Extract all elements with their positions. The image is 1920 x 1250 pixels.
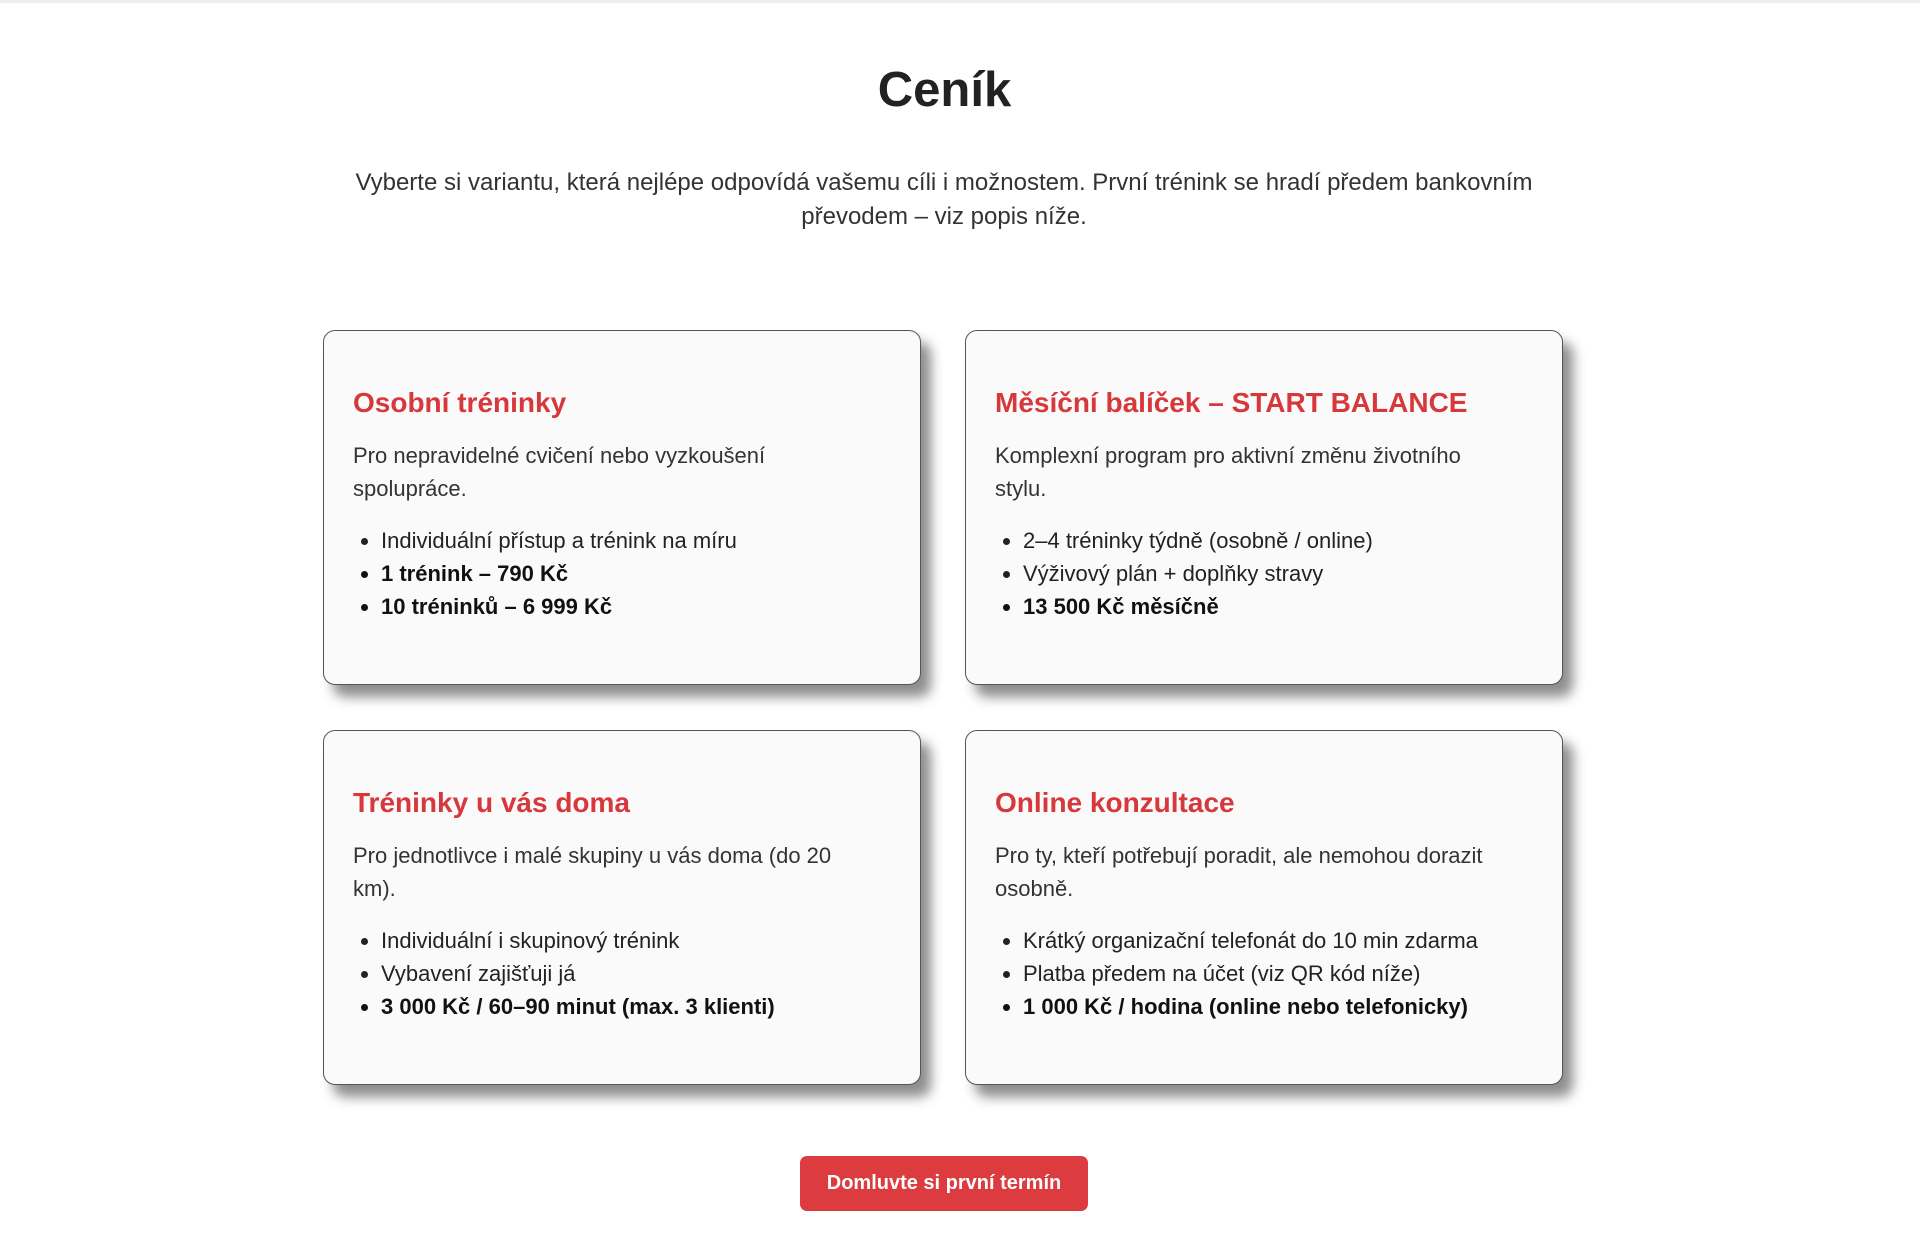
book-first-session-button[interactable]: Domluvte si první termín	[800, 1156, 1088, 1211]
card-description: Pro nepravidelné cvičení nebo vyzkoušení spolupráce.	[353, 443, 766, 501]
card-feature-list	[353, 924, 892, 1023]
pricing-intro: Vyberte si variantu, která nejlépe odpovídá vašemu cíli i možnostem. První trénink se hradí předem bankovním převodem – viz popis níže.	[355, 169, 1533, 230]
pricing-card-home-training	[323, 730, 921, 1085]
card-title: Tréninky u vás doma	[353, 787, 630, 818]
page-title: Ceník	[877, 63, 1012, 117]
card-feature: • 2–4 tréninky týdně (osobně / online)	[1023, 524, 1534, 557]
card-price: • 13 500 Kč měsíčně	[1023, 590, 1534, 623]
card-feature-list	[353, 524, 892, 623]
pricing-card-online-consultation	[965, 730, 1563, 1085]
card-feature: • Výživový plán + doplňky stravy	[1023, 557, 1534, 590]
card-feature: • Vybavení zajišťuji já	[381, 957, 892, 990]
card-price: • 1 trénink – 790 Kč	[381, 557, 892, 590]
card-description: Pro ty, kteří potřebují poradit, ale nemohou dorazit osobně.	[995, 843, 1483, 901]
card-description: Pro jednotlivce i malé skupiny u vás doma (do 20 km).	[353, 843, 832, 901]
card-title: Osobní tréninky	[353, 387, 567, 418]
card-feature: • Krátký organizační telefonát do 10 min zdarma	[1023, 924, 1534, 957]
card-feature: • Individuální přístup a trénink na míru	[381, 524, 892, 557]
card-feature: • Platba předem na účet (viz QR kód níže)	[1023, 957, 1534, 990]
card-price: • 10 tréninků – 6 999 Kč	[381, 590, 892, 623]
card-feature-list	[995, 924, 1534, 1023]
card-feature-list	[995, 524, 1534, 623]
top-divider	[0, 0, 1920, 3]
pricing-card-monthly-package	[965, 330, 1563, 685]
card-description: Komplexní program pro aktivní změnu životního stylu.	[995, 443, 1461, 501]
card-title: Online konzultace	[995, 787, 1235, 818]
card-title: Měsíční balíček – START BALANCE	[995, 387, 1468, 418]
card-price: • 3 000 Kč / 60–90 minut (max. 3 klienti)	[381, 990, 892, 1023]
card-price: • 1 000 Kč / hodina (online nebo telefonicky)	[1023, 990, 1534, 1023]
card-feature: • Individuální i skupinový trénink	[381, 924, 892, 957]
pricing-card-personal-training	[323, 330, 921, 685]
